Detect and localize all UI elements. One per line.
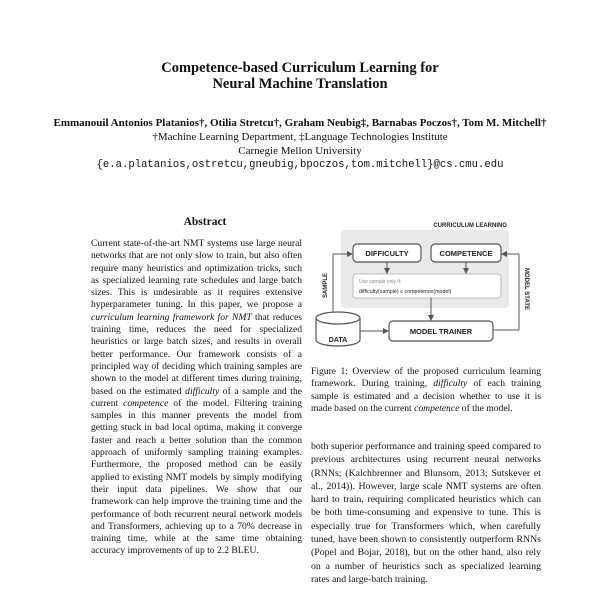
affiliation-block [0, 130, 600, 172]
competence-label: COMPETENCE [439, 249, 493, 258]
figure-caption [311, 366, 541, 416]
title-line-1: Competence-based Curriculum Learning for [161, 60, 439, 76]
difficulty-label: DIFFICULTY [365, 249, 409, 258]
abstract-emphasis-3: competence [123, 397, 169, 409]
curriculum-figure [311, 218, 541, 366]
rule-text: difficulty(sample) ≤ competence(model) [359, 289, 452, 295]
sample-label: SAMPLE [323, 272, 329, 298]
caption-part-3: of the model. [459, 403, 513, 415]
abstract-emphasis-2: difficulty [185, 385, 220, 397]
rule-intro: Use sample only if: [359, 279, 402, 285]
caption-emphasis-2: competence [414, 403, 460, 415]
intro-paragraph: both superior performance and training speed compared to previous architectures using recurrent neural networks (RNNs; (Kalchbrenner and Blunsom, 2013; Sutskever et al., 2014)). However, large scale NMT systems are often hard to train, requiring complicated heuristics which can be both time-consuming and expensive to tune. This is especially true for Transformers which, when carefully tuned, have been shown to consistently outperform RNNs (Popel and Bojar, 2018), but on the other hand, also rely on a number of heuristics such as specialized learning rates and large-batch training. [311, 441, 541, 585]
abstract-text [91, 238, 302, 558]
paper-title [0, 60, 600, 92]
abstract-part-4: of the model. Filtering training samples in this manner prevents the model from getting stuck in bad local optima, making it converge faster and reach a better solution than the common approach of uniformly sampling training examples. Furthermore, the proposed method can be easily applied to existing NMT models by simply modifying their input data pipelines. We show that our framework can help improve the training time and the performance of both recurrent neural network models and Transformers, achieving up to a 70% decrease in training time, while at the same time obtaining accuracy improvements of up to 2.2 BLEU. [91, 397, 302, 557]
abstract-part-2: that reduces training time, reduces the need for specialized heuristics or large batch sizes, and results in overall better performance. Our framework consists of a principled way of deciding which training samples are shown to the model at different times during training, based on the estimated [91, 311, 302, 397]
author-emails: {e.a.platanios,ostretcu,gneubig,bpoczos,tom.mitchell}@cs.cmu.edu [96, 159, 504, 171]
model-trainer-label: MODEL TRAINER [409, 327, 473, 336]
abstract-part-1: Current state-of-the-art NMT systems use large neural networks that are not only slow to train, but also often require many heuristics and optimization tricks, such as specialized learning rate schedules and large batch sizes. This is undesirable as it requires extensive hyperparameter tuning. In this paper, we propose a [91, 238, 302, 311]
abstract-part-3: of a sample and the current [91, 385, 303, 409]
university: Carnegie Mellon University [238, 145, 362, 157]
caption-part-2: of each training sample is estimated and a decision whether to use it is made based on the current [311, 378, 541, 415]
curriculum-label: CURRICULUM LEARNING [433, 223, 507, 229]
model-state-label: MODEL STATE [523, 268, 529, 310]
department: †Machine Learning Department, ‡Language Technologies Institute [152, 131, 448, 143]
title-line-2: Neural Machine Translation [212, 76, 388, 92]
abstract-heading: Abstract [183, 216, 227, 228]
caption-part-1: Figure 1: Overview of the proposed curriculum learning framework. During training, [311, 366, 541, 390]
abstract-emphasis-1: curriculum learning framework for NMT [91, 311, 252, 323]
author-list: Emmanouil Antonios Platanios†, Otilia Stretcu†, Graham Neubig‡, Barnabas Poczos†, Tom M. Mitchell† [53, 117, 547, 129]
caption-emphasis-1: difficulty [433, 378, 468, 390]
data-label: DATA [328, 337, 348, 344]
